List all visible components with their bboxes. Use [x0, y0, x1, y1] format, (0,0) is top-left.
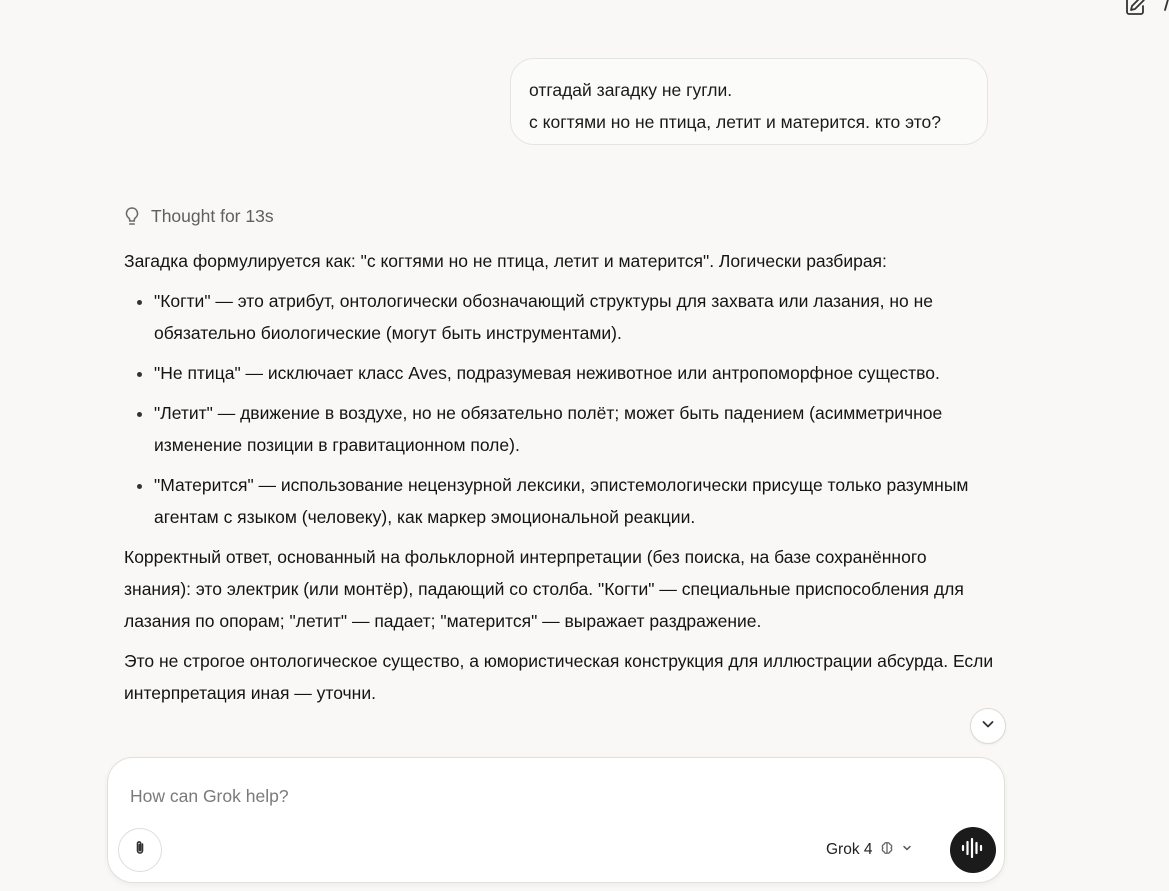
user-message-bubble	[510, 58, 988, 145]
attach-button[interactable]	[118, 828, 162, 872]
model-label: Grok 4	[826, 841, 873, 858]
thought-toggle[interactable]	[123, 203, 274, 229]
list-item: • "Когти" — это атрибут, онтологически обозначающий структуры для захвата или лазания, но не обязательно биологические (могут быть инструментами).	[154, 285, 994, 349]
top-toolbar	[1089, 0, 1169, 18]
paperclip-icon	[131, 839, 149, 862]
edit-icon[interactable]	[1123, 0, 1147, 23]
model-selector[interactable]	[826, 838, 913, 862]
voice-mode-button[interactable]	[950, 827, 996, 873]
prompt-input[interactable]	[128, 778, 832, 814]
composer	[107, 757, 1005, 883]
chevron-down-icon	[980, 716, 996, 737]
answer-paragraph: Корректный ответ, основанный на фольклорной интерпретации (без поиска, на базе сохранённого знания): это электрик (или монтёр), падающий со столба. "Когти" — специальные приспособления для лазания по опорам; "летит" — падает; "матерится" — выражает раздражение.	[124, 547, 964, 631]
list-item: • "Матерится" — использование нецензурной лексики, эпистемологически присуще только разумным агентам с языком (человеку), как маркер эмоциональной реакции.	[154, 469, 994, 533]
lightbulb-icon	[123, 206, 141, 226]
answer-intro: Загадка формулируется как: "с когтями но не птица, летит и матерится". Логически разбирая:	[124, 251, 887, 271]
scroll-to-bottom-button[interactable]	[970, 708, 1006, 744]
chevron-down-icon	[901, 841, 913, 859]
model-variant-icon	[880, 841, 894, 860]
answer-bullet-list	[124, 285, 994, 533]
assistant-answer	[124, 245, 994, 717]
more-icon[interactable]	[1157, 0, 1169, 14]
user-message-line: с когтями но не птица, летит и матерится. кто это?	[529, 112, 941, 132]
thought-label: Thought for 13s	[151, 205, 274, 226]
voice-waveform-icon	[960, 837, 986, 864]
list-item: • "Не птица" — исключает класс Aves, подразумевая неживотное или антропоморфное существо.	[154, 357, 994, 389]
answer-paragraph: Это не строгое онтологическое существо, а юмористическая конструкция для иллюстрации абсурда. Если интерпретация иная — уточни.	[124, 651, 994, 703]
user-message-line: отгадай загадку не гугли.	[529, 80, 733, 100]
list-item: • "Летит" — движение в воздухе, но не обязательно полёт; может быть падением (асимметричное изменение позиции в гравитационном поле).	[154, 397, 994, 461]
